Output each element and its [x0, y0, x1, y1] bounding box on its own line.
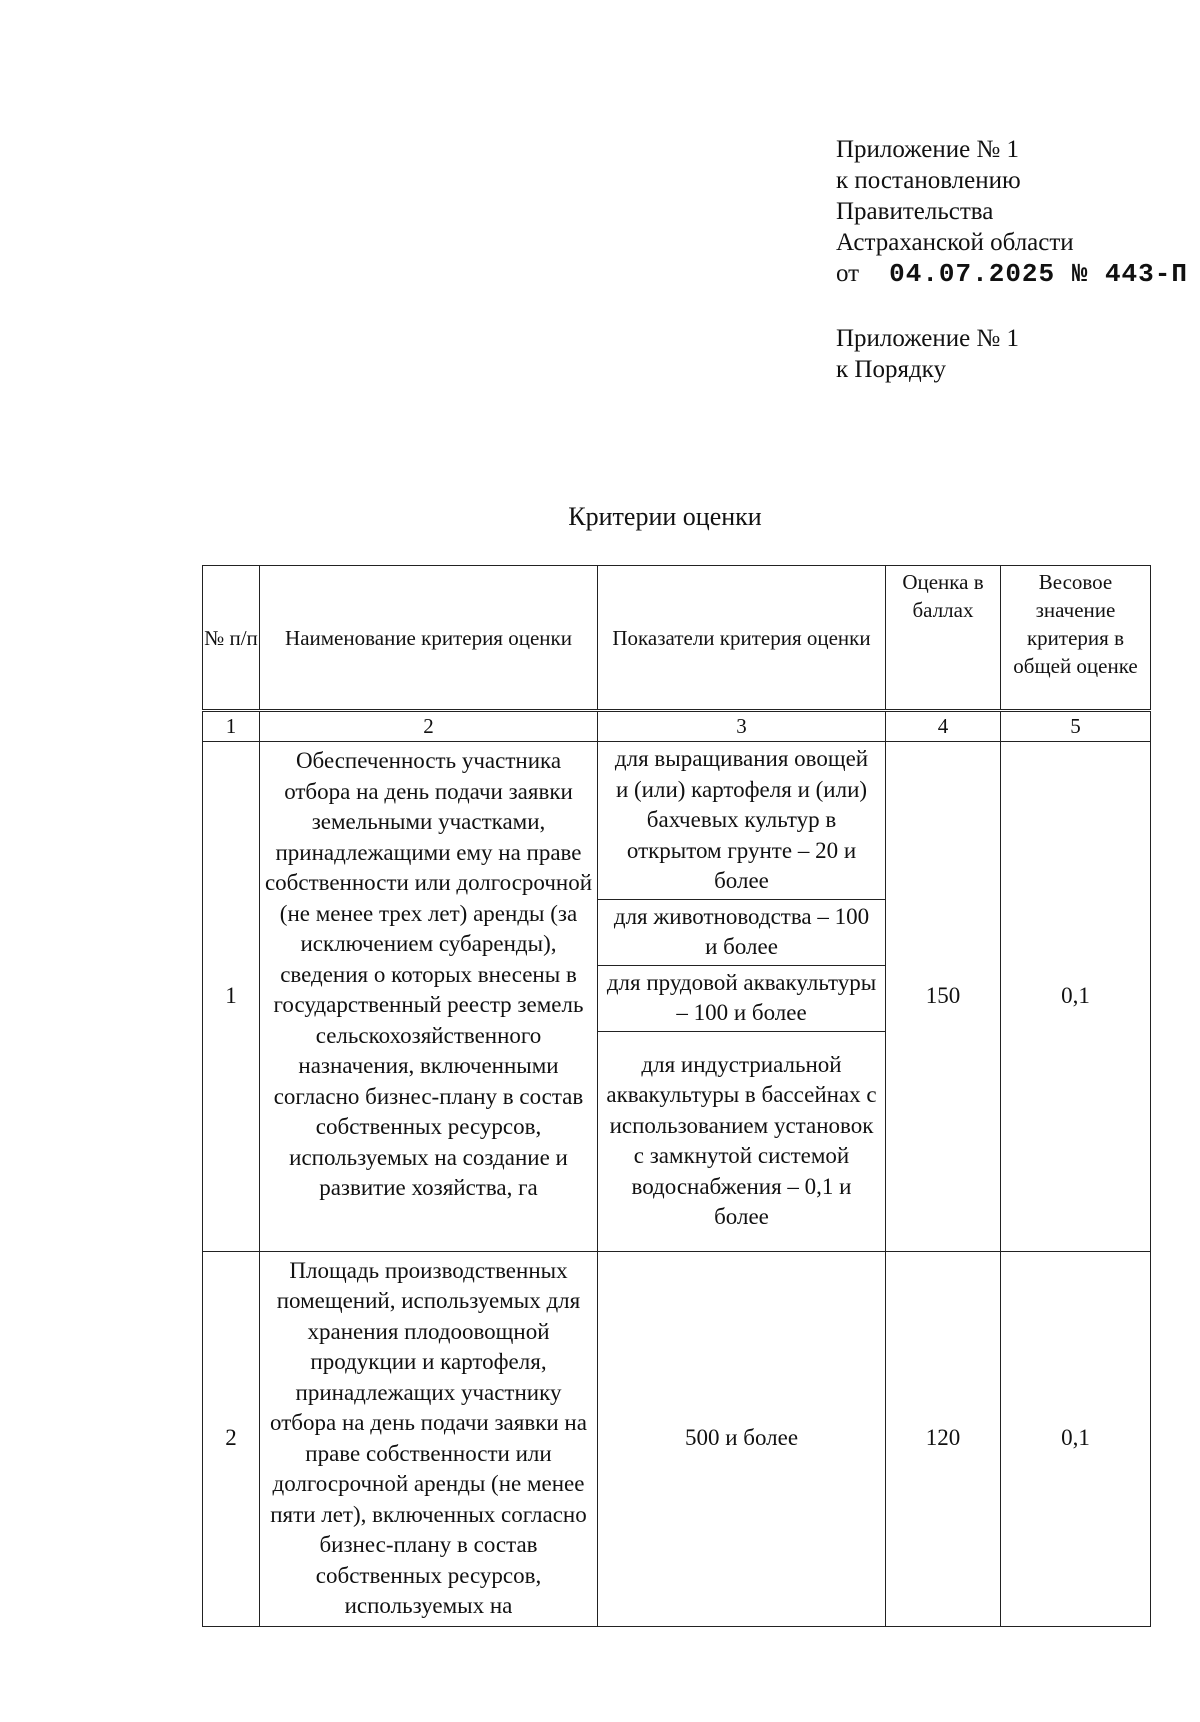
column-number: 1: [203, 711, 260, 742]
column-number: 5: [1001, 711, 1151, 742]
appendix-line: к Порядку: [836, 356, 946, 383]
criterion-weight: 0,1: [1001, 742, 1151, 1252]
column-number: 4: [886, 711, 1001, 742]
column-numbers-row: [203, 711, 1151, 742]
header-cell-weight: Весовое значение критерия в общей оценке: [1001, 566, 1151, 711]
appendix-date-line: [836, 258, 1188, 290]
criterion-name: Обеспеченность участника отбора на день подачи заявки земельными участками, принадлежащими ему на праве собственности или долгосрочной (не менее трех лет) аренды (за исключением субаренды), сведения о которых внесены в государственный реестр земель сельскохозяйственного назначения, включенными согласно бизнес-плану в состав собственных ресурсов, используемых на создание и развитие хозяйства, га: [260, 742, 598, 1252]
header-cell-indicators: Показатели критерия оценки: [598, 566, 886, 711]
appendix-line: Приложение № 1: [836, 136, 1020, 163]
column-number: 2: [260, 711, 598, 742]
date-number-stamp: 04.07.2025 № 443-П: [889, 259, 1188, 289]
appendix-line: Астраханской области: [836, 229, 1074, 256]
criterion-indicator: для выращивания овощей и (или) картофеля и (или) бахчевых культур в открытом грунте – 20 и более: [598, 742, 886, 900]
appendix-gap: [836, 290, 1188, 323]
header-cell-name: Наименование критерия оценки: [260, 566, 598, 711]
criteria-table: [202, 565, 1151, 1627]
table-row: [203, 742, 1151, 900]
appendix-line: к постановлению: [836, 167, 1021, 194]
criterion-weight: 0,1: [1001, 1251, 1151, 1626]
appendix-line: Приложение № 1: [836, 325, 1020, 352]
row-number: 2: [203, 1251, 260, 1626]
criterion-name: Площадь производственных помещений, используемых для хранения плодоовощной продукции и картофеля, принадлежащих участнику отбора на день подачи заявки на праве собственности или долгосрочной аренды (не менее пяти лет), включенных согласно бизнес-плану в состав собственных ресурсов, используемых на: [260, 1251, 598, 1626]
criterion-score: 120: [886, 1251, 1001, 1626]
header-cell-number: № п/п: [203, 566, 260, 711]
appendix-line: Правительства: [836, 198, 994, 225]
criterion-score: 150: [886, 742, 1001, 1252]
table-header-row: [203, 566, 1151, 711]
criterion-indicator: для индустриальной аквакультуры в бассейнах с использованием установок с замкнутой системой водоснабжения – 0,1 и более: [598, 1031, 886, 1251]
appendix-header: [836, 134, 1188, 385]
row-number: 1: [203, 742, 260, 1252]
header-cell-score: Оценка в баллах: [886, 566, 1001, 711]
criterion-indicator: для прудовой аквакультуры – 100 и более: [598, 965, 886, 1031]
date-prefix: от: [836, 260, 860, 287]
column-number: 3: [598, 711, 886, 742]
document-title: Критерии оценки: [568, 502, 762, 531]
table-row: [203, 1251, 1151, 1626]
criterion-indicator: для животноводства – 100 и более: [598, 899, 886, 965]
criterion-indicator: 500 и более: [598, 1251, 886, 1626]
